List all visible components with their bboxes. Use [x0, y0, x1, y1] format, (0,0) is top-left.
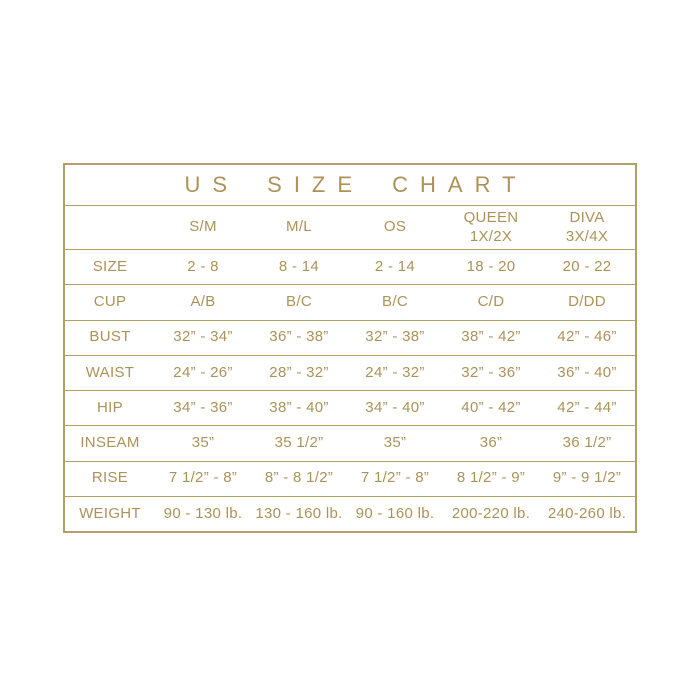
table-cell: 18 - 20: [466, 257, 516, 275]
table-cell: 2 - 14: [374, 257, 416, 275]
column-header-line1: M/L: [286, 218, 312, 236]
row-label: CUP: [93, 293, 127, 310]
column-header-line2: 3X/4X: [565, 227, 609, 245]
column-header-diva: [539, 209, 635, 247]
table-cell: 36 1/2”: [562, 434, 612, 451]
table-cell: 28” - 32”: [269, 363, 329, 381]
column-header-line1: DIVA: [569, 208, 605, 226]
row-label: WEIGHT: [79, 504, 141, 522]
row-label: HIP: [97, 398, 123, 416]
column-header-line2: 1X/2X: [469, 227, 513, 245]
table-cell: 42” - 44”: [557, 398, 617, 416]
table-cell: 36”: [479, 434, 503, 451]
table-cell: 35”: [191, 434, 215, 451]
table-cell: 40” - 42”: [461, 398, 521, 416]
table-cell: 90 - 160 lb.: [355, 504, 435, 522]
table-cell: 35 1/2”: [274, 434, 324, 451]
row-label: RISE: [91, 469, 129, 487]
table-cell: C/D: [477, 293, 505, 310]
table-row-rise: [65, 461, 635, 496]
row-label: WAIST: [85, 363, 135, 381]
table-cell: 24” - 32”: [365, 363, 425, 381]
table-row-size: [65, 249, 635, 284]
table-cell: 34” - 36”: [173, 398, 233, 416]
table-cell: D/DD: [568, 293, 606, 310]
column-header-queen: [443, 209, 539, 247]
table-cell: A/B: [190, 293, 216, 310]
column-header-os: [347, 218, 443, 237]
table-row-hip: [65, 390, 635, 425]
row-label: SIZE: [92, 257, 128, 275]
table-cell: 42” - 46”: [557, 328, 617, 346]
table-cell: 9” - 9 1/2”: [552, 469, 622, 487]
table-cell: 240-260 lb.: [547, 504, 627, 522]
column-header-ml: [251, 218, 347, 237]
table-cell: 38” - 42”: [461, 328, 521, 346]
header-row: [65, 205, 635, 249]
table-cell: 36” - 38”: [269, 328, 329, 346]
table-cell: 8” - 8 1/2”: [264, 469, 334, 487]
table-row-cup: [65, 284, 635, 319]
column-header-line1: QUEEN: [463, 208, 519, 226]
title-row: [65, 165, 635, 205]
row-label: BUST: [89, 328, 131, 346]
us-size-chart-table: [63, 163, 637, 533]
table-cell: 8 1/2” - 9”: [456, 469, 526, 487]
table-row-inseam: [65, 425, 635, 460]
table-cell: 2 - 8: [187, 257, 219, 275]
table-row-waist: [65, 355, 635, 390]
column-header-line1: OS: [383, 218, 407, 236]
table-cell: 200-220 lb.: [451, 504, 531, 522]
table-cell: 130 - 160 lb.: [255, 504, 343, 522]
row-label: INSEAM: [80, 434, 140, 451]
table-row-weight: [65, 496, 635, 531]
table-cell: 32” - 36”: [461, 363, 521, 381]
column-header-line1: S/M: [189, 218, 217, 236]
table-cell: 36” - 40”: [557, 363, 617, 381]
table-cell: 7 1/2” - 8”: [360, 469, 430, 487]
table-cell: 32” - 34”: [173, 328, 233, 346]
table-cell: 32” - 38”: [365, 328, 425, 346]
chart-title: US SIZE CHART: [184, 172, 528, 197]
table-cell: 38” - 40”: [269, 398, 329, 416]
table-cell: 7 1/2” - 8”: [168, 469, 238, 487]
table-row-bust: [65, 320, 635, 355]
table-cell: B/C: [286, 293, 312, 310]
table-cell: 34” - 40”: [365, 398, 425, 416]
table-cell: 24” - 26”: [173, 363, 233, 381]
column-header-sm: [155, 218, 251, 237]
table-cell: 90 - 130 lb.: [163, 504, 243, 522]
table-cell: 8 - 14: [278, 257, 320, 275]
table-cell: 20 - 22: [562, 257, 612, 275]
table-cell: B/C: [382, 293, 408, 310]
table-cell: 35”: [383, 434, 407, 451]
